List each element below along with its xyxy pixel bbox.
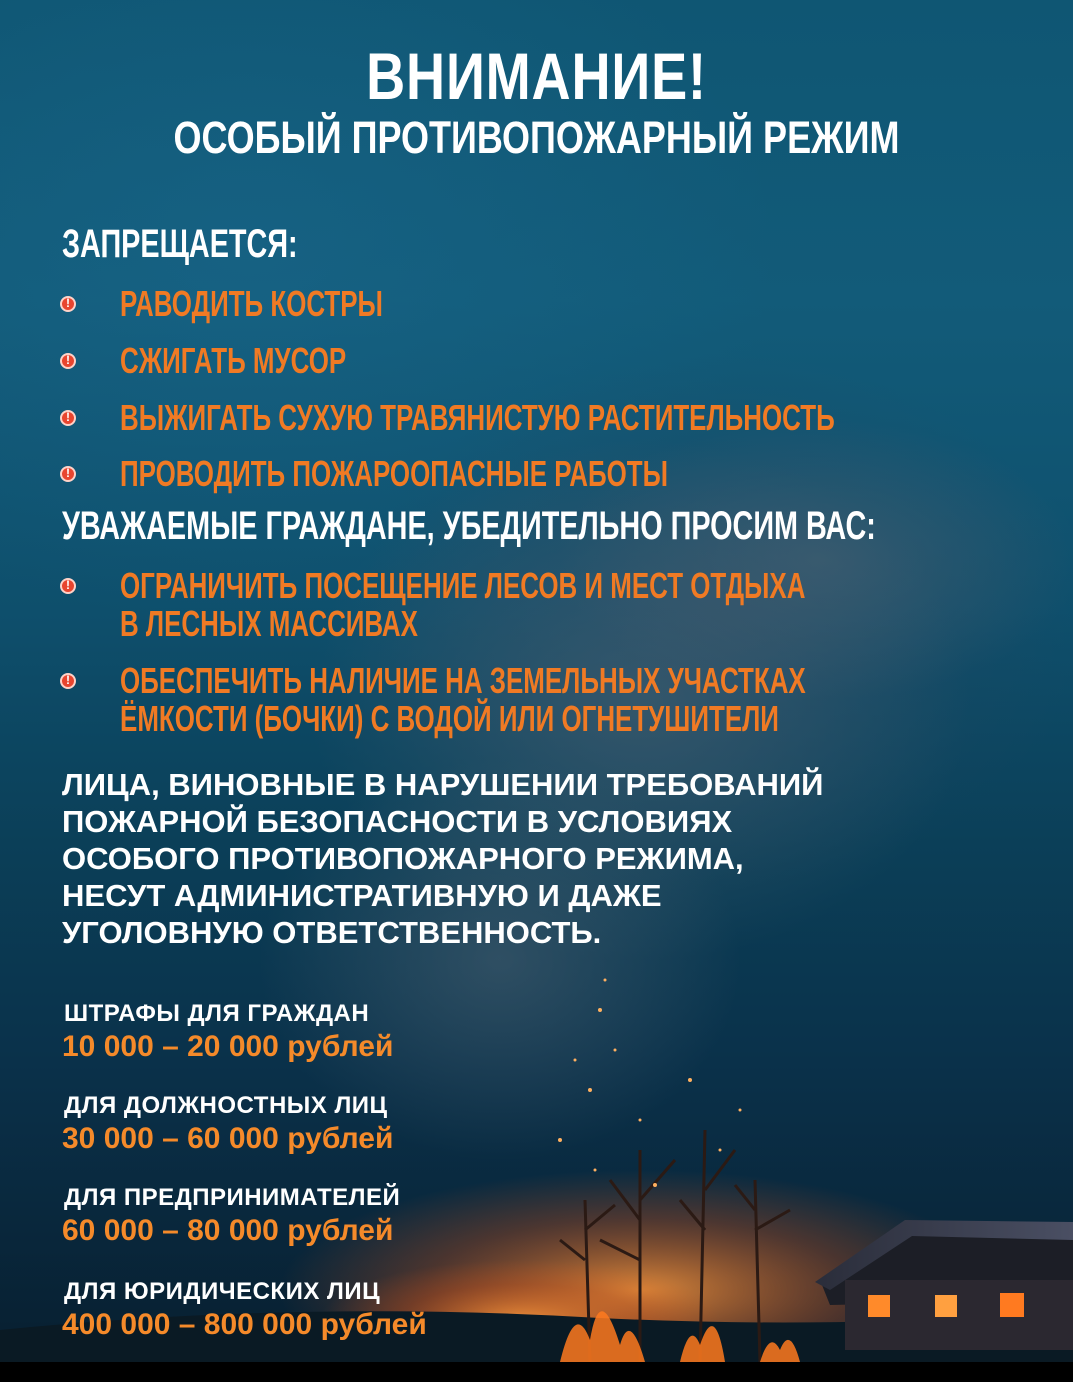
request-item-line2: В ЛЕСНЫХ МАССИВАХ	[120, 603, 418, 644]
request-heading: УВАЖАЕМЫЕ ГРАЖДАНЕ, УБЕДИТЕЛЬНО ПРОСИМ ВАС:	[62, 504, 876, 548]
liability-warning-line: ЛИЦА, ВИНОВНЫЕ В НАРУШЕНИИ ТРЕБОВАНИЙ	[62, 767, 824, 802]
poster-title: ВНИМАНИЕ!	[366, 39, 707, 113]
request-item-line2: ЁМКОСТИ (БОЧКИ) С ВОДОЙ ИЛИ ОГНЕТУШИТЕЛИ	[120, 698, 779, 739]
liability-warning-line: ПОЖАРНОЙ БЕЗОПАСНОСТИ В УСЛОВИЯХ	[62, 804, 733, 839]
liability-warning-line: УГОЛОВНУЮ ОТВЕТСТВЕННОСТЬ.	[62, 915, 602, 950]
prohibited-heading: ЗАПРЕЩАЕТСЯ:	[62, 222, 298, 266]
fine-amount: 60 000 – 80 000 рублей	[62, 1214, 394, 1247]
bottom-bar	[0, 1362, 1073, 1382]
warning-bullet-icon	[60, 578, 76, 594]
warning-bullet-icon	[60, 673, 76, 689]
fine-label: ДЛЯ ДОЛЖНОСТНЫХ ЛИЦ	[64, 1092, 388, 1119]
liability-warning-line: ОСОБОГО ПРОТИВОПОЖАРНОГО РЕЖИМА,	[62, 841, 744, 876]
fine-label: ШТРАФЫ ДЛЯ ГРАЖДАН	[64, 1000, 370, 1027]
fine-label: ДЛЯ ЮРИДИЧЕСКИХ ЛИЦ	[64, 1278, 381, 1305]
fine-label: ДЛЯ ПРЕДПРИНИМАТЕЛЕЙ	[64, 1184, 401, 1211]
warning-bullet-icon	[60, 466, 76, 482]
prohibited-item: СЖИГАТЬ МУСОР	[120, 340, 347, 381]
fine-amount: 10 000 – 20 000 рублей	[62, 1030, 394, 1063]
fine-amount: 400 000 – 800 000 рублей	[62, 1308, 427, 1341]
request-item-line1: ОБЕСПЕЧИТЬ НАЛИЧИЕ НА ЗЕМЕЛЬНЫХ УЧАСТКАХ	[120, 660, 806, 701]
prohibited-item: ВЫЖИГАТЬ СУХУЮ ТРАВЯНИСТУЮ РАСТИТЕЛЬНОСТЬ	[120, 397, 835, 438]
request-item-line1: ОГРАНИЧИТЬ ПОСЕЩЕНИЕ ЛЕСОВ И МЕСТ ОТДЫХА	[120, 565, 806, 606]
prohibited-item: РАВОДИТЬ КОСТРЫ	[120, 283, 383, 324]
prohibited-item: ПРОВОДИТЬ ПОЖАРООПАСНЫЕ РАБОТЫ	[120, 453, 668, 494]
warning-bullet-icon	[60, 410, 76, 426]
warning-bullet-icon	[60, 353, 76, 369]
poster-subtitle: ОСОБЫЙ ПРОТИВОПОЖАРНЫЙ РЕЖИМ	[173, 112, 900, 163]
liability-warning-line: НЕСУТ АДМИНИСТРАТИВНУЮ И ДАЖЕ	[62, 878, 662, 913]
warning-bullet-icon	[60, 296, 76, 312]
fine-amount: 30 000 – 60 000 рублей	[62, 1122, 394, 1155]
